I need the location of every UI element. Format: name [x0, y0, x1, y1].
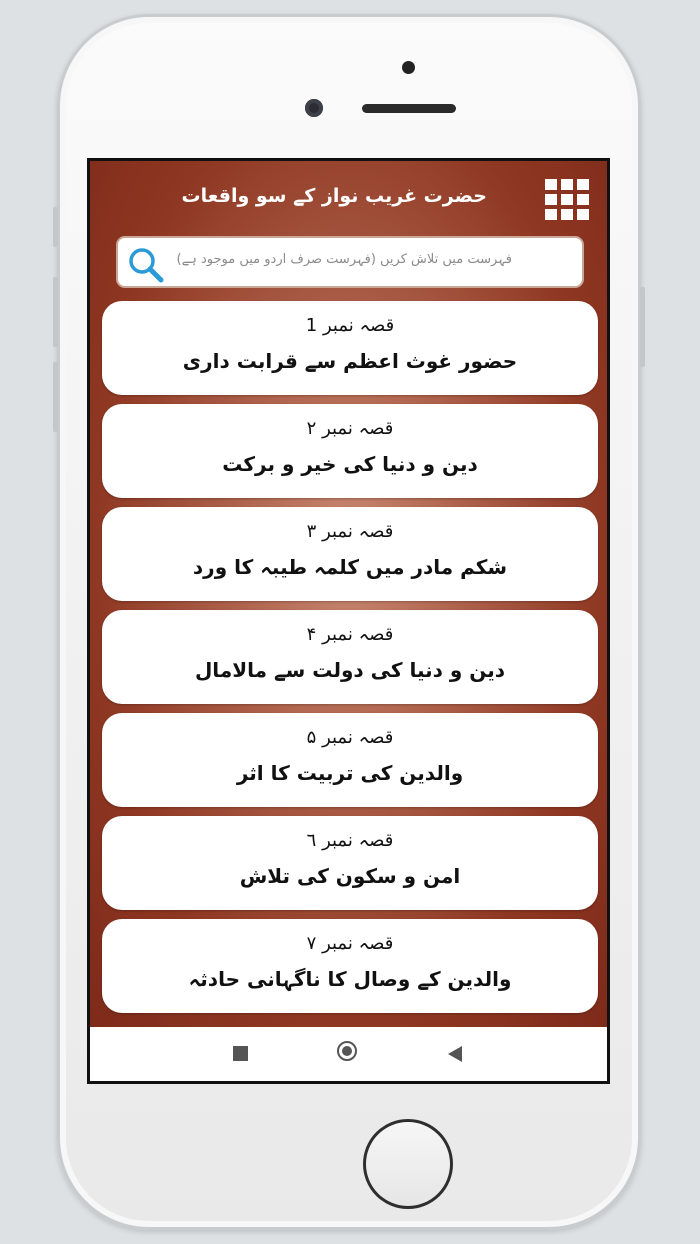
story-title: والدین کی تربیت کا اثر	[236, 761, 464, 785]
story-card-6[interactable]	[102, 816, 598, 910]
square-icon[interactable]	[233, 1046, 248, 1061]
story-card-7[interactable]	[102, 919, 598, 1013]
story-number: قصہ نمبر ۴	[306, 624, 394, 645]
story-title: شکم مادر میں کلمہ طیبہ کا ورد	[192, 555, 508, 579]
story-card-1[interactable]	[102, 301, 598, 395]
story-title: حضور غوث اعظم سے قرابت داری	[182, 349, 518, 373]
story-card-2[interactable]	[102, 404, 598, 498]
story-number: قصہ نمبر ۳	[306, 521, 394, 542]
proximity-sensor	[402, 61, 415, 74]
story-card-3[interactable]	[102, 507, 598, 601]
volume-down-button	[53, 362, 58, 432]
home-button[interactable]	[363, 1119, 453, 1209]
app-area	[90, 161, 607, 1027]
earpiece-speaker	[362, 104, 456, 113]
story-card-5[interactable]	[102, 713, 598, 807]
search-bar	[116, 236, 584, 288]
story-title: دین و دنیا کی دولت سے مالامال	[194, 658, 506, 682]
front-camera	[305, 99, 323, 117]
story-number: قصہ نمبر 1	[305, 315, 395, 336]
search-icon[interactable]	[126, 245, 166, 285]
story-number: قصہ نمبر ۲	[306, 418, 394, 439]
android-nav-bar	[90, 1027, 607, 1081]
story-number: قصہ نمبر ۷	[306, 933, 394, 954]
story-title: والدین کے وصال کا ناگہانی حادثہ	[188, 967, 512, 991]
story-card-4[interactable]	[102, 610, 598, 704]
power-button	[640, 287, 645, 367]
screen	[87, 158, 610, 1084]
app-header	[90, 161, 607, 235]
page-title: حضرت غریب نواز کے سو واقعات	[181, 185, 487, 207]
circle-icon[interactable]	[337, 1041, 357, 1061]
story-title: امن و سکون کی تلاش	[239, 864, 461, 888]
story-number: قصہ نمبر ۵	[306, 727, 394, 748]
back-triangle-icon[interactable]	[448, 1046, 462, 1062]
story-number: قصہ نمبر ٦	[306, 830, 394, 851]
story-title: دین و دنیا کی خیر و برکت	[222, 452, 478, 476]
search-input[interactable]	[150, 251, 514, 268]
volume-up-button	[53, 277, 58, 347]
mute-switch	[53, 207, 58, 247]
grid-icon[interactable]	[545, 179, 591, 221]
